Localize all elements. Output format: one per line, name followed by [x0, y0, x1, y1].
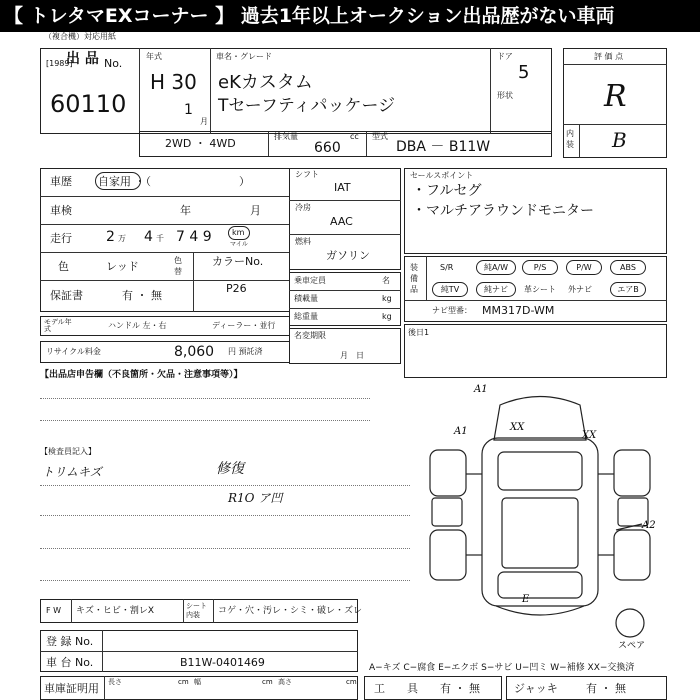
fuel-label: 燃料 [295, 237, 311, 246]
fuel-value: ガソリン [326, 249, 370, 262]
jack-label: ジャッキ [514, 682, 558, 695]
handle-field: ハンドル 左・右 [108, 321, 167, 330]
km-unit: km [232, 228, 245, 237]
interior-label: 内装 [566, 129, 574, 149]
weight-label: 総重量 [294, 312, 318, 321]
subheader: （複合機）対応用紙 [44, 32, 116, 41]
after-label: 後日1 [408, 328, 430, 337]
damage-codes-legend: A−キズ C−腐食 E−エクボ S−サビ U−凹ミ W−補修 XX−交換済 [369, 663, 635, 673]
damage-mark-a1-left: A1 [454, 426, 468, 437]
inspector-title: 【検査員記入】 [40, 447, 96, 456]
after-box [404, 324, 667, 378]
height-unit: cm [346, 678, 357, 686]
tools-label: 工 具 [374, 682, 418, 695]
ac-value: AAC [330, 215, 353, 228]
mile-unit: マイル [230, 241, 248, 248]
mileage-label: 走行 [50, 232, 72, 245]
sales-label: セールスポイント [410, 171, 474, 180]
year-label: 年式 [146, 52, 162, 61]
equip-aw: 純A/W [476, 260, 516, 275]
history-value: 自家用 ・（ ） [98, 175, 250, 188]
equip-pw: P/W [566, 260, 602, 275]
year-value: H 30 [150, 70, 197, 94]
damage-mark-xx-front: XX [510, 422, 525, 433]
equip-ps: P/S [522, 260, 558, 275]
score-value: R [604, 79, 627, 114]
damage-mark-e: E [522, 594, 530, 605]
grade-name: Tセーフティパッケージ [218, 96, 396, 116]
month-unit: 月 [200, 117, 208, 126]
color-label: 色 [58, 260, 69, 273]
inspection-label: 車検 [50, 204, 72, 217]
spare-label: スペア [618, 641, 646, 651]
color-value: レッド [106, 260, 139, 273]
legend-fw-items: キズ・ヒビ・割レX [76, 606, 154, 616]
color-no-label: カラーNo. [212, 255, 264, 268]
listing-number: 60110 [50, 90, 127, 118]
change-unit: 月 日 [340, 351, 364, 360]
length-label: 長さ [108, 678, 122, 686]
month-value: 1 [184, 102, 193, 118]
reg-label: 登 録 No. [46, 635, 94, 648]
damage-mark-xx-right: XX [582, 430, 597, 441]
type-value: DBA － B11W [396, 139, 491, 155]
car-diagram [410, 380, 670, 655]
legend-fw: F W [46, 606, 62, 615]
dims-label: 車庫証明用 [44, 682, 99, 695]
weight-unit: kg [382, 312, 392, 321]
color-no-value: P26 [226, 282, 247, 295]
chassis-value: B11W-0401469 [180, 656, 265, 669]
equip-tv: 純TV [432, 282, 468, 297]
inspector-note-3: R1O ア凹 [228, 491, 283, 505]
type-label: 型式 [372, 132, 388, 141]
header-title: 【 トレタマEXコーナー 】 過去1年以上オークション出品歴がない車両 [0, 0, 700, 32]
color-change: 色替 [174, 256, 182, 276]
dealer-field: ディーラー・並行 [212, 321, 276, 330]
equip-sr: S/R [440, 263, 454, 272]
inspector-note-2: 修復 [216, 461, 244, 477]
history-circle [95, 172, 141, 190]
capacity-label: 乗車定員 [294, 276, 326, 285]
capacity-unit: 名 [382, 276, 390, 285]
inspection-month-unit: 月 [250, 204, 261, 217]
history-label: 車歴 [50, 175, 72, 188]
warranty-value: 有 ・ 無 [122, 289, 162, 302]
damage-mark-a2: A2 [642, 520, 656, 531]
legend-seat-items: コゲ・穴・汚レ・シミ・破レ・ズレ [218, 606, 363, 616]
recycle-label: リサイクル料金 [46, 347, 101, 356]
no-label: No. [104, 57, 123, 70]
recycle-unit: 円 預託済 [228, 347, 263, 356]
width-label: 幅 [194, 678, 201, 686]
mileage-man-unit: 万 [118, 234, 126, 243]
mileage-sen: 4 [144, 229, 153, 245]
km-circle [228, 226, 250, 240]
name-label: 車名・グレード [216, 52, 272, 61]
mileage-man: 2 [106, 229, 115, 245]
damage-mark-a1-front: A1 [474, 384, 488, 395]
drive-value: 2WD ・ 4WD [165, 137, 236, 150]
mileage-sen-unit: 千 [156, 234, 164, 243]
displacement-label: 排気量 [274, 132, 298, 141]
model-name: eKカスタム [218, 72, 313, 93]
shift-label: シフト [295, 170, 319, 179]
interior-value: B [612, 128, 627, 152]
doors-value: 5 [518, 62, 530, 83]
navi-label: ナビ型番： [432, 306, 472, 315]
stamp-label: 出 品 [66, 51, 99, 67]
shift-value: IAT [334, 181, 351, 194]
equipment-label: 装備品 [410, 263, 418, 294]
equip-navi: 純ナビ [476, 282, 516, 297]
width-unit: cm [262, 678, 273, 686]
equip-airbag: エアB [610, 282, 646, 297]
ac-label: 冷房 [295, 203, 311, 212]
stamp-code: [1989] [46, 59, 73, 68]
sales-point-2: ・マルチアラウンドモニター [412, 203, 594, 219]
score-label: 評 価 点 [594, 52, 624, 61]
jack-value: 有 ・ 無 [586, 682, 626, 695]
inspector-note-1: トリムキズ [42, 465, 102, 479]
cc-unit: cc [350, 132, 359, 141]
mileage-rest: 7 4 9 [176, 229, 212, 245]
doors-label: ドア [497, 52, 513, 61]
equip-leather: 革シート [524, 285, 556, 294]
spec-row [139, 131, 552, 157]
warranty-label: 保証書 [50, 289, 83, 302]
notes-title: 【出品店申告欄（不良箇所・欠品・注意事項等）】 [40, 370, 243, 380]
chassis-label: 車 台 No. [46, 656, 94, 669]
equip-ext-navi: 外ナビ [568, 285, 592, 294]
length-unit: cm [178, 678, 189, 686]
inspection-year-unit: 年 [180, 204, 191, 217]
equip-abs: ABS [610, 260, 646, 275]
load-unit: kg [382, 294, 392, 303]
navi-value: MM317D-WM [482, 304, 555, 317]
change-label: 名変期限 [294, 331, 326, 340]
load-label: 積載量 [294, 294, 318, 303]
tools-value: 有 ・ 無 [440, 682, 480, 695]
shape-label: 形状 [497, 91, 513, 100]
displacement-value: 660 [314, 140, 341, 156]
model-year-label: モデル年式 [44, 318, 72, 333]
legend-seat: シート内装 [186, 602, 207, 619]
recycle-value: 8,060 [174, 344, 215, 360]
height-label: 高さ [278, 678, 292, 686]
sales-point-1: ・フルセグ [412, 183, 482, 199]
